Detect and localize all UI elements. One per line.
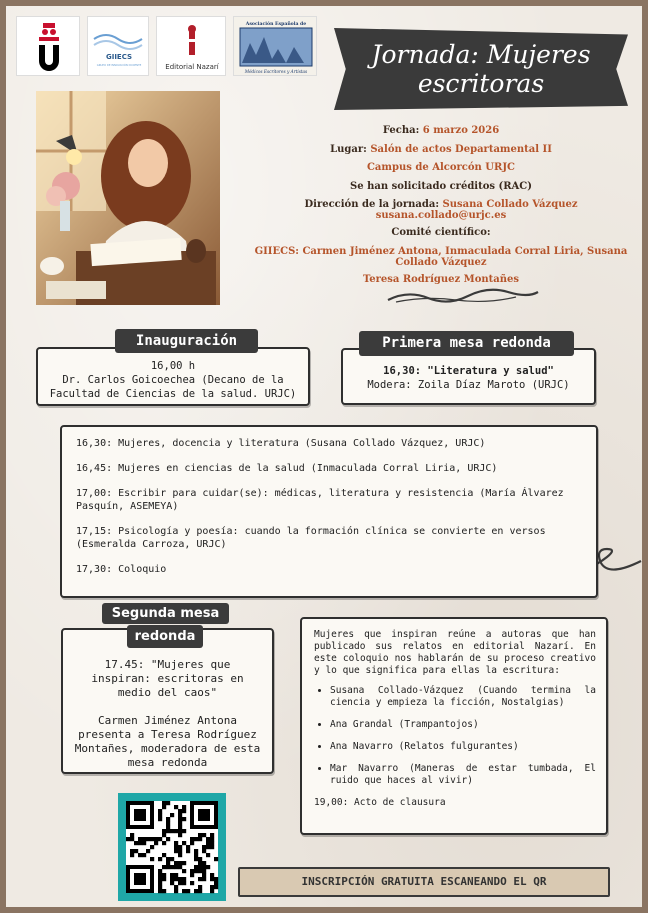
segunda-mesa-desc: Carmen Jiménez Antona presenta a Teresa Rodríguez Montañes, moderadora de esta mesa redonda	[74, 714, 261, 769]
program-item: 16,30: Mujeres, docencia y literatura (Susana Collado Vázquez, URJC)	[76, 438, 486, 449]
list-item: • Susana Collado-Vázquez (Cuando termina la ciencia y empieza la ficción, Nostalgias)	[330, 685, 596, 709]
aem-logo	[233, 16, 317, 76]
primera-mesa-tag: Primera mesa redonda	[359, 331, 574, 356]
campus-text: Campus de Alcorcón URJC	[366, 162, 516, 173]
program-item: 16,45: Mujeres en ciencias de la salud (Inmaculada Corral Liria, URJC)	[76, 463, 498, 474]
giiecs-logo-subtext: GRUPO DE INNOVACIÓN DOCENTE	[96, 64, 142, 67]
comite-label: Comité científico:	[391, 227, 491, 238]
inauguracion-speaker: Dr. Carlos Goicoechea (Decano de la Facultad de Ciencias de la salud. URJC)	[49, 374, 297, 400]
urjc-logo	[16, 16, 80, 76]
lugar-value: Salón de actos Departamental II	[370, 143, 552, 155]
inspiran-intro: Mujeres que inspiran reúne a autoras que han publicado sus relatos en editorial Nazarí. En este coloquio nos hablarán de su proceso creativo y lo que significa para ellas la escritura:	[314, 629, 596, 676]
inauguracion-card	[36, 347, 310, 406]
direccion-value: Susana Collado Vázquez	[442, 199, 578, 210]
event-info	[250, 125, 632, 292]
page-title	[344, 40, 618, 98]
segunda-mesa-card	[61, 628, 274, 774]
inspiran-card	[300, 617, 608, 835]
primera-mesa-moderator: Modera: Zoila Díaz Maroto (URJC)	[367, 379, 570, 391]
giiecs-logo-text: GIIECS	[105, 53, 133, 61]
fecha-value: 6 marzo 2026	[422, 125, 500, 136]
list-item: • Mar Navarro (Maneras de estar tumbada, El ruido que haces al vivir)	[330, 763, 596, 787]
registration-banner: INSCRIPCIÓN GRATUITA ESCANEANDO EL QR	[238, 867, 610, 897]
segunda-mesa-tag-line1: Segunda mesa	[102, 603, 229, 624]
aem-logo-bottom-text: Médicos Escritores y Artistas	[244, 69, 308, 74]
comite-members: GIIECS: Carmen Jiménez Antona, Inmaculada Corral Liria, Susana Collado Vázquez	[254, 245, 628, 268]
giiecs-logo	[87, 16, 149, 76]
direccion-label: Dirección de la jornada:	[304, 199, 440, 210]
contact-email: susana.collado@urjc.es	[375, 210, 507, 221]
qr-code[interactable]	[118, 793, 226, 901]
authors-list	[314, 685, 596, 787]
list-item: • Ana Grandal (Trampantojos)	[330, 719, 596, 731]
inauguracion-time: 16,00 h	[150, 360, 196, 372]
writer-illustration	[36, 91, 220, 305]
inauguracion-tag: Inauguración	[115, 329, 258, 353]
page-title-line2: escritoras	[417, 69, 545, 98]
nazari-logo-text: Editorial Nazarí	[165, 63, 219, 71]
aem-logo-top-text: Asociación Española de	[245, 22, 307, 27]
program-card	[60, 425, 598, 598]
nazari-logo	[156, 16, 226, 76]
closing-text: 19,00: Acto de clausura	[314, 797, 446, 808]
lugar-label: Lugar:	[330, 143, 367, 155]
program-item: 17,00: Escribir para cuidar(se): médicas, literatura y resistencia (María Álvarez Pasquín, ASEMEYA)	[76, 488, 564, 512]
primera-mesa-title: 16,30: "Literatura y salud"	[383, 365, 554, 377]
creditos-text: Se han solicitado créditos (RAC)	[350, 180, 532, 192]
page-title-line1: Jornada: Mujeres	[371, 40, 591, 69]
fecha-label: Fecha:	[382, 125, 420, 136]
primera-mesa-card	[341, 348, 596, 405]
program-item: 17,15: Psicología y poesía: cuando la formación clínica se convierte en versos (Esmeralda Carroza, URJC)	[76, 526, 546, 550]
list-item: • Ana Navarro (Relatos fulgurantes)	[330, 741, 596, 753]
comite-member-extra: Teresa Rodríguez Montañes	[362, 273, 520, 285]
scribble-divider	[386, 288, 546, 308]
segunda-mesa-tag-line2: redonda	[127, 625, 203, 648]
program-item: 17,30: Coloquio	[76, 564, 167, 575]
segunda-mesa-title: 17.45: "Mujeres que inspiran: escritoras en medio del caos"	[91, 658, 244, 699]
